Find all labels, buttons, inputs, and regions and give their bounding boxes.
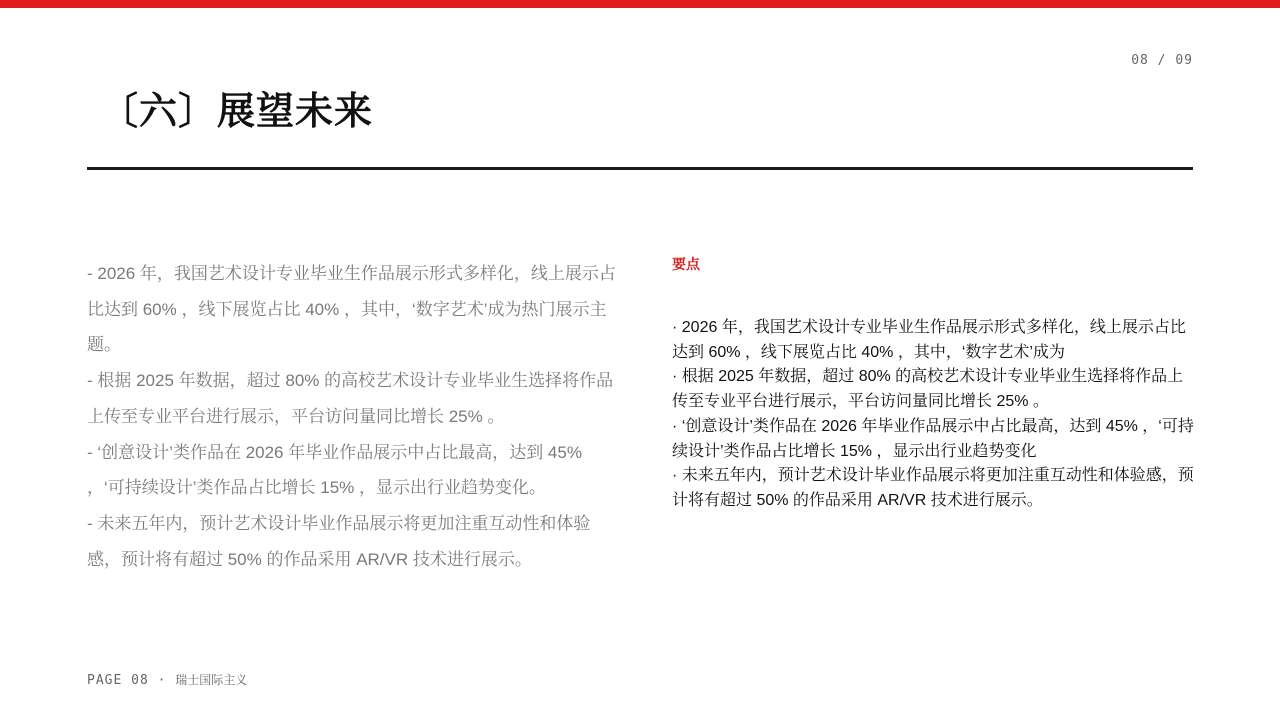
footer [87, 671, 247, 688]
key-points-list [672, 316, 1197, 514]
left-paragraph-4: - 未来五年内，预计艺术设计毕业作品展示将更加注重互动性和体验感，预计将有超过 50% 的作品采用 AR/VR 技术进行展示。 [87, 513, 591, 569]
left-paragraph-2: - 根据 2025 年数据，超过 80% 的高校艺术设计专业毕业生选择将作品上传至专业平台进行展示，平台访问量同比增长 25% 。 [87, 371, 614, 426]
key-point-item-3: · ‘创意设计’类作品在 2026 年毕业作品展示中占比最高，达到 45% ，‘可持续设计’类作品占比增长 15% ，显示出行业趋势变化 [672, 417, 1194, 460]
key-points-heading: 要点 [672, 257, 700, 273]
left-paragraph-3: - ‘创意设计’类作品在 2026 年毕业作品展示中占比最高，达到 45% ，‘可持续设计’类作品占比增长 15% ，显示出行业趋势变化。 [87, 442, 582, 498]
footer-brand: 瑞士国际主义 [175, 673, 248, 687]
top-accent-bar [0, 0, 1280, 8]
left-paragraph-1: - 2026 年，我国艺术设计专业毕业生作品展示形式多样化，线上展示占比达到 60% ，线下展览占比 40% ，其中，‘数字艺术’成为热门展示主题。 [87, 264, 616, 355]
key-point-item-1: · 2026 年，我国艺术设计专业毕业生作品展示形式多样化，线上展示占比达到 60% ，线下展览占比 40% ，其中，‘数字艺术’成为 [672, 319, 1186, 361]
left-column-body [87, 256, 622, 577]
page-counter: 08 / 09 [1131, 53, 1193, 68]
title-divider [87, 167, 1193, 170]
page-title: 〔六〕展望未来 [100, 89, 374, 133]
key-point-item-2: · 根据 2025 年数据，超过 80% 的高校艺术设计专业毕业生选择将作品上传至专业平台进行展示，平台访问量同比增长 25% 。 [672, 368, 1184, 411]
key-point-item-4: · 未来五年内，预计艺术设计毕业作品展示将更加注重互动性和体验感，预计将有超过 50% 的作品采用 AR/VR 技术进行展示。 [672, 467, 1194, 509]
footer-page-label: PAGE 08 · [87, 673, 176, 688]
key-points-panel [672, 254, 1197, 514]
